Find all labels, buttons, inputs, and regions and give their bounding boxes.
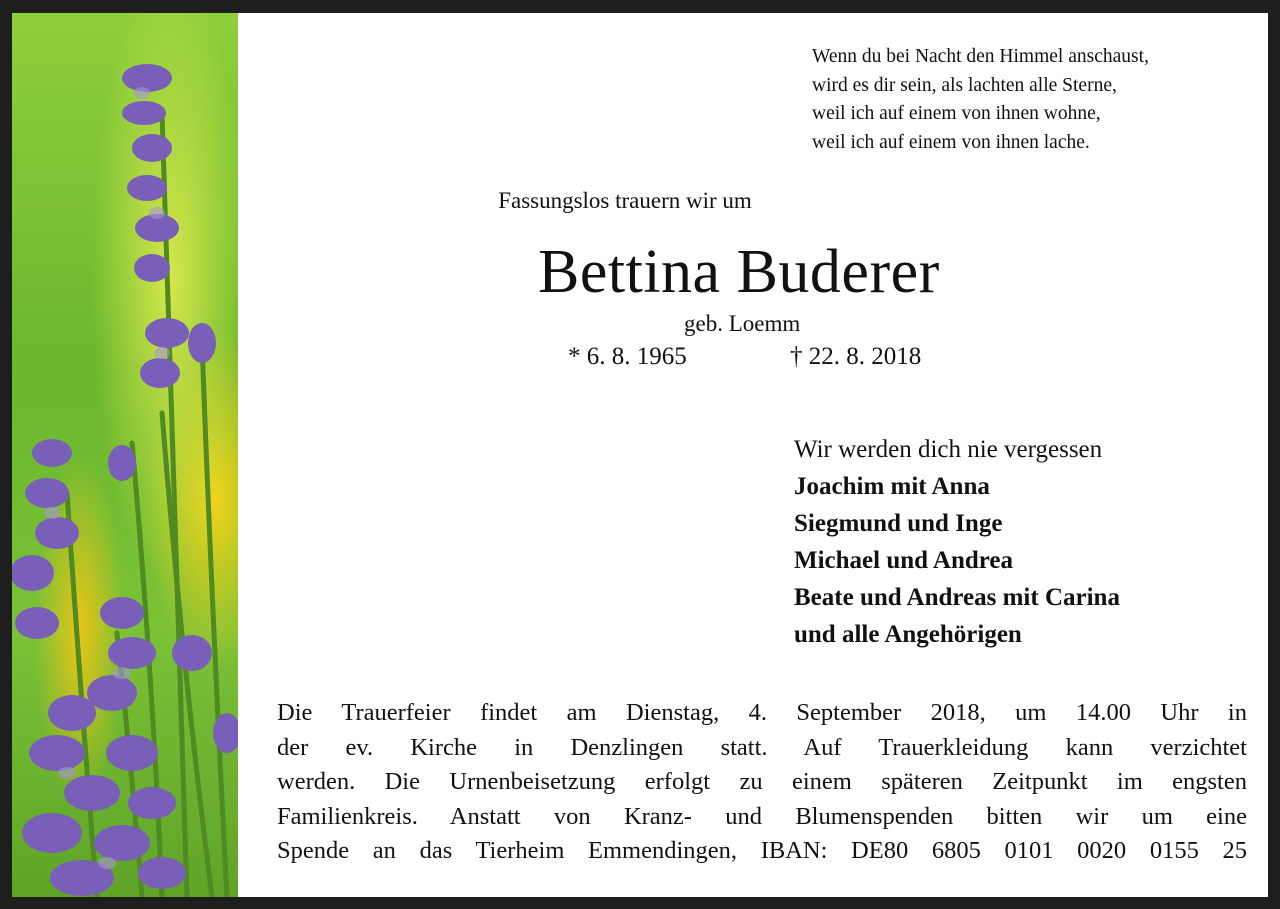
family-member: Siegmund und Inge <box>794 510 1003 537</box>
family-intro: Wir werden dich nie vergessen <box>794 436 1103 463</box>
life-dates <box>568 343 922 371</box>
mourning-intro-text: Fassungslos trauern wir um <box>498 188 752 213</box>
mourning-intro <box>238 188 1268 214</box>
notice-line: Spende an das Tierheim Emmendingen, IBAN: DE80 6805 0101 0020 0155 25 <box>277 837 1247 865</box>
poem-line: weil ich auf einem von ihnen lache. <box>812 131 1090 153</box>
obituary-text <box>238 13 1268 897</box>
poem-line: Wenn du bei Nacht den Himmel anschaust, <box>812 46 1149 67</box>
birth-name: geb. Loemm <box>684 311 801 336</box>
family-signatures <box>794 431 1120 653</box>
poem-line: weil ich auf einem von ihnen wohne, <box>812 103 1101 124</box>
obituary-card <box>12 13 1268 897</box>
birth-date: * 6. 8. 1965 <box>568 343 687 370</box>
poem-line: wird es dir sein, als lachten alle Sterne, <box>812 74 1117 96</box>
notice-line: Familienkreis. Anstatt von Kranz- und Blumenspenden bitten wir um eine <box>277 802 1247 830</box>
family-member: Beate und Andreas mit Carina <box>794 584 1120 611</box>
family-member: Michael und Andrea <box>794 547 1014 574</box>
funeral-notice <box>277 696 1247 869</box>
lavender-flowers-image <box>12 13 238 897</box>
notice-line: Die Trauerfeier findet am Dienstag, 4. September 2018, um 14.00 Uhr in <box>277 699 1247 726</box>
family-member: und alle Angehörigen <box>794 621 1022 648</box>
deceased-name: Bettina Buderer <box>538 238 940 306</box>
death-date: † 22. 8. 2018 <box>790 343 922 370</box>
notice-line: der ev. Kirche in Denzlingen statt. Auf Trauerkleidung kann verzichtet <box>277 733 1247 761</box>
notice-line: werden. Die Urnenbeisetzung erfolgt zu einem späteren Zeitpunkt im engsten <box>277 768 1247 796</box>
poem-quote <box>812 43 1149 157</box>
family-member: Joachim mit Anna <box>794 473 990 500</box>
